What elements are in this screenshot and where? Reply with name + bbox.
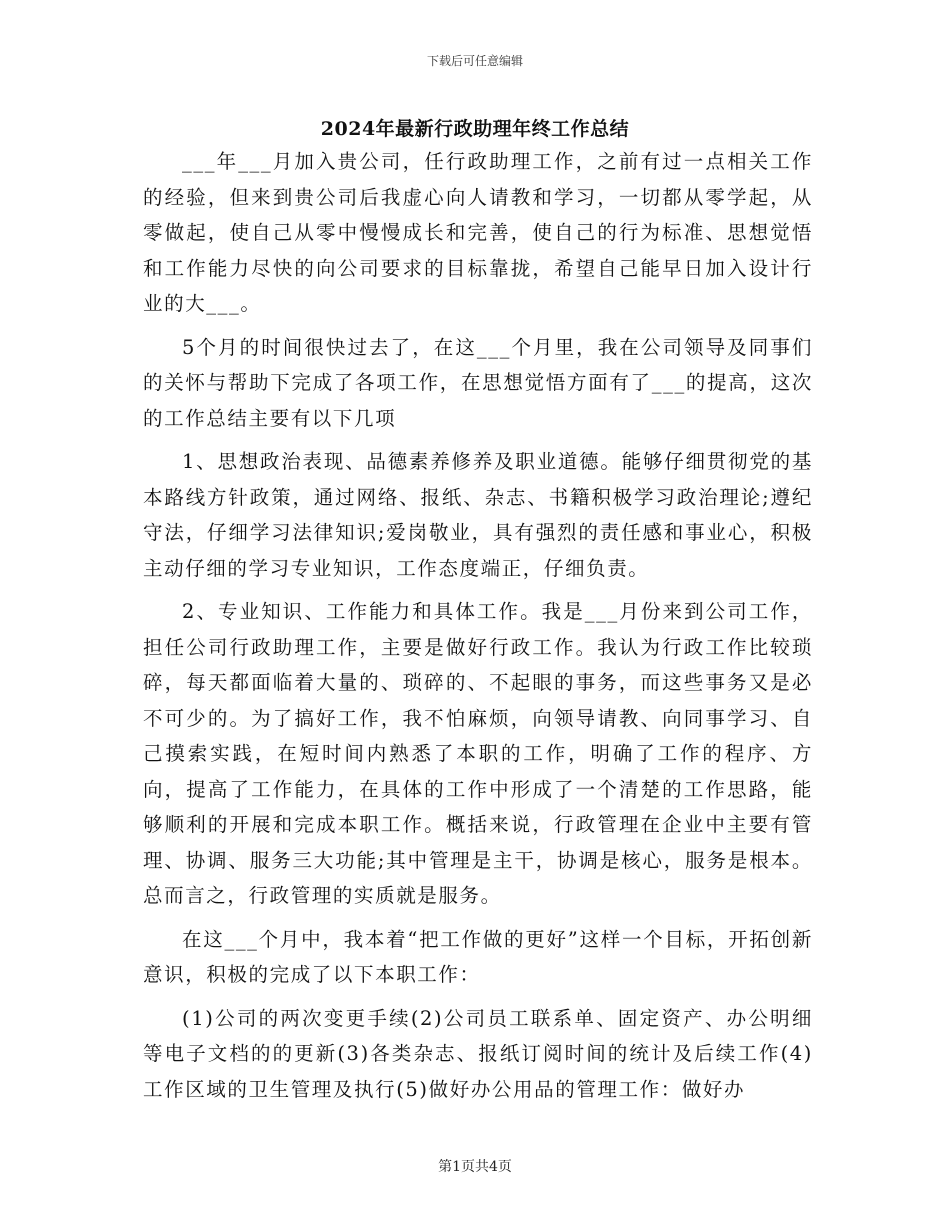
document-body <box>143 144 813 1115</box>
page-header-note: 下载后可任意编辑 <box>426 54 523 68</box>
paragraph-intro: ___年___月加入贵公司，任行政助理工作，之前有过一点相关工作的经验，但来到贵公司后我虚心向人请教和学习，一切都从零学起，从零做起，使自己从零中慢慢成长和完善，使自己的行为标准、思想觉悟和工作能力尽快的向公司要求的目标靠拢，希望自己能早日加入设计行业的大___。 <box>143 150 813 315</box>
page-number: 第1页共4页 <box>438 1159 512 1175</box>
paragraph-tasks-intro: 在这___个月中，我本着“把工作做的更好”这样一个目标，开拓创新意识，积极的完成了以下本职工作： <box>143 927 813 986</box>
paragraph-summary: 5个月的时间很快过去了，在这___个月里，我在公司领导及同事们的关怀与帮助下完成了各项工作，在思想觉悟方面有了___的提高，这次的工作总结主要有以下几项 <box>143 335 813 430</box>
paragraph-item-1: 1、思想政治表现、品德素养修养及职业道德。能够仔细贯彻党的基本路线方针政策，通过网络、报纸、杂志、书籍积极学习政治理论;遵纪守法，仔细学习法律知识;爱岗敬业，具有强烈的责任感和事业心，积极主动仔细的学习专业知识，工作态度端正，仔细负责。 <box>143 450 813 580</box>
document-title: 2024年最新行政助理年终工作总结 <box>320 118 630 140</box>
paragraph-item-2: 2、专业知识、工作能力和具体工作。我是___月份来到公司工作，担任公司行政助理工作，主要是做好行政工作。我认为行政工作比较琐碎，每天都面临着大量的、琐碎的、不起眼的事务，而这些事务又是必不可少的。为了搞好工作，我不怕麻烦，向领导请教、向同事学习、自己摸索实践，在短时间内熟悉了本职的工作，明确了工作的程序、方向，提高了工作能力，在具体的工作中形成了一个清楚的工作思路，能够顺利的开展和完成本职工作。概括来说，行政管理在企业中主要有管理、协调、服务三大功能;其中管理是主干，协调是核心，服务是根本。总而言之，行政管理的实质就是服务。 <box>143 600 813 907</box>
paragraph-tasks-list: (1)公司的两次变更手续(2)公司员工联系单、固定资产、办公明细等电子文档的的更新(3)各类杂志、报纸订阅时间的统计及后续工作(4)工作区域的卫生管理及执行(5)做好办公用品的管理工作：做好办 <box>143 1006 813 1101</box>
